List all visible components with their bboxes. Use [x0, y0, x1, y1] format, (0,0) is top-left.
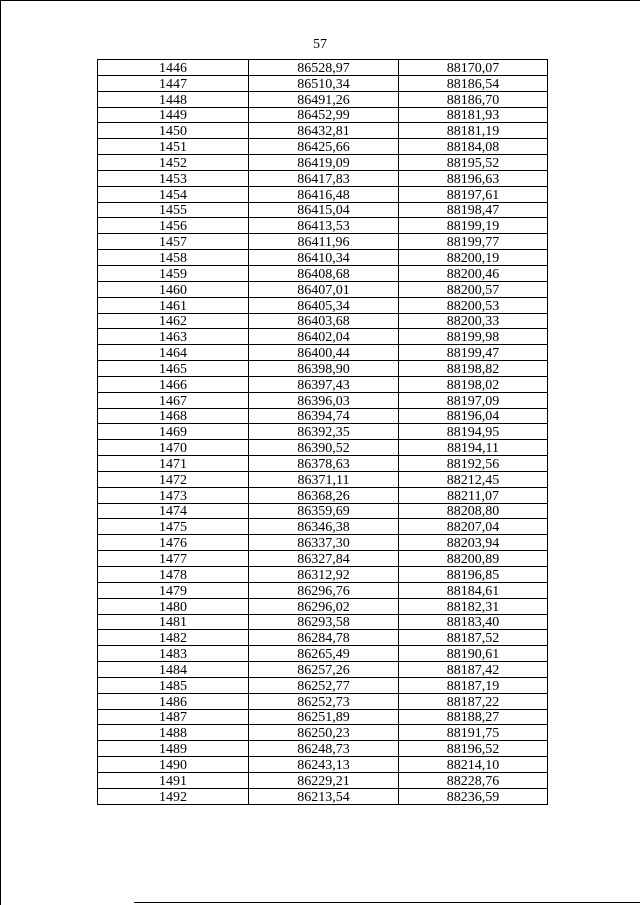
- point-number-cell: 1491: [98, 772, 249, 788]
- y-coordinate-cell: 88214,10: [399, 757, 548, 773]
- x-coordinate-cell: 86432,81: [249, 123, 399, 139]
- point-number-cell: 1465: [98, 361, 249, 377]
- point-number-cell: 1474: [98, 503, 249, 519]
- x-coordinate-cell: 86390,52: [249, 440, 399, 456]
- table-row: [98, 329, 548, 345]
- y-coordinate-cell: 88208,80: [399, 503, 548, 519]
- table-row: [98, 741, 548, 757]
- table-row: [98, 725, 548, 741]
- y-coordinate-cell: 88236,59: [399, 788, 548, 804]
- table-row: [98, 440, 548, 456]
- x-coordinate-cell: 86252,73: [249, 693, 399, 709]
- point-number-cell: 1451: [98, 139, 249, 155]
- x-coordinate-cell: 86265,49: [249, 646, 399, 662]
- x-coordinate-cell: 86425,66: [249, 139, 399, 155]
- x-coordinate-cell: 86312,92: [249, 567, 399, 583]
- page-border-bottom: [134, 902, 640, 903]
- x-coordinate-cell: 86396,03: [249, 392, 399, 408]
- page-border-top: [0, 0, 640, 1]
- point-number-cell: 1448: [98, 91, 249, 107]
- table-row: [98, 471, 548, 487]
- x-coordinate-cell: 86378,63: [249, 456, 399, 472]
- table-row: [98, 265, 548, 281]
- point-number-cell: 1450: [98, 123, 249, 139]
- x-coordinate-cell: 86248,73: [249, 741, 399, 757]
- y-coordinate-cell: 88197,61: [399, 186, 548, 202]
- table-row: [98, 281, 548, 297]
- y-coordinate-cell: 88170,07: [399, 60, 548, 76]
- x-coordinate-cell: 86398,90: [249, 361, 399, 377]
- y-coordinate-cell: 88196,63: [399, 170, 548, 186]
- x-coordinate-cell: 86243,13: [249, 757, 399, 773]
- point-number-cell: 1476: [98, 535, 249, 551]
- point-number-cell: 1490: [98, 757, 249, 773]
- x-coordinate-cell: 86296,76: [249, 582, 399, 598]
- y-coordinate-cell: 88184,61: [399, 582, 548, 598]
- table-row: [98, 582, 548, 598]
- page-number: 57: [313, 37, 327, 52]
- point-number-cell: 1477: [98, 551, 249, 567]
- x-coordinate-cell: 86368,26: [249, 487, 399, 503]
- y-coordinate-cell: 88197,09: [399, 392, 548, 408]
- y-coordinate-cell: 88200,33: [399, 313, 548, 329]
- point-number-cell: 1473: [98, 487, 249, 503]
- x-coordinate-cell: 86410,34: [249, 250, 399, 266]
- table-row: [98, 567, 548, 583]
- table-row: [98, 709, 548, 725]
- table-row: [98, 772, 548, 788]
- x-coordinate-cell: 86403,68: [249, 313, 399, 329]
- x-coordinate-cell: 86213,54: [249, 788, 399, 804]
- table-row: [98, 503, 548, 519]
- point-number-cell: 1475: [98, 519, 249, 535]
- point-number-cell: 1456: [98, 218, 249, 234]
- y-coordinate-cell: 88199,19: [399, 218, 548, 234]
- y-coordinate-cell: 88212,45: [399, 471, 548, 487]
- y-coordinate-cell: 88199,77: [399, 234, 548, 250]
- table-row: [98, 598, 548, 614]
- y-coordinate-cell: 88198,82: [399, 361, 548, 377]
- y-coordinate-cell: 88200,53: [399, 297, 548, 313]
- y-coordinate-cell: 88190,61: [399, 646, 548, 662]
- point-number-cell: 1483: [98, 646, 249, 662]
- point-number-cell: 1457: [98, 234, 249, 250]
- table-row: [98, 646, 548, 662]
- y-coordinate-cell: 88200,89: [399, 551, 548, 567]
- y-coordinate-cell: 88192,56: [399, 456, 548, 472]
- table-row: [98, 519, 548, 535]
- y-coordinate-cell: 88186,70: [399, 91, 548, 107]
- y-coordinate-cell: 88191,75: [399, 725, 548, 741]
- point-number-cell: 1461: [98, 297, 249, 313]
- page-border-left: [0, 0, 1, 905]
- x-coordinate-cell: 86405,34: [249, 297, 399, 313]
- x-coordinate-cell: 86416,48: [249, 186, 399, 202]
- point-number-cell: 1486: [98, 693, 249, 709]
- table-row: [98, 170, 548, 186]
- point-number-cell: 1484: [98, 662, 249, 678]
- x-coordinate-cell: 86417,83: [249, 170, 399, 186]
- table-row: [98, 186, 548, 202]
- y-coordinate-cell: 88181,93: [399, 107, 548, 123]
- y-coordinate-cell: 88181,19: [399, 123, 548, 139]
- x-coordinate-cell: 86392,35: [249, 424, 399, 440]
- point-number-cell: 1446: [98, 60, 249, 76]
- x-coordinate-cell: 86419,09: [249, 155, 399, 171]
- y-coordinate-cell: 88194,11: [399, 440, 548, 456]
- y-coordinate-cell: 88228,76: [399, 772, 548, 788]
- x-coordinate-cell: 86371,11: [249, 471, 399, 487]
- point-number-cell: 1492: [98, 788, 249, 804]
- table-row: [98, 662, 548, 678]
- y-coordinate-cell: 88200,46: [399, 265, 548, 281]
- table-row: [98, 757, 548, 773]
- x-coordinate-cell: 86252,77: [249, 677, 399, 693]
- y-coordinate-cell: 88207,04: [399, 519, 548, 535]
- y-coordinate-cell: 88188,27: [399, 709, 548, 725]
- x-coordinate-cell: 86284,78: [249, 630, 399, 646]
- table-row: [98, 91, 548, 107]
- y-coordinate-cell: 88184,08: [399, 139, 548, 155]
- x-coordinate-cell: 86327,84: [249, 551, 399, 567]
- point-number-cell: 1462: [98, 313, 249, 329]
- table-row: [98, 535, 548, 551]
- x-coordinate-cell: 86359,69: [249, 503, 399, 519]
- y-coordinate-cell: 88183,40: [399, 614, 548, 630]
- y-coordinate-cell: 88196,52: [399, 741, 548, 757]
- point-number-cell: 1449: [98, 107, 249, 123]
- x-coordinate-cell: 86408,68: [249, 265, 399, 281]
- table-row: [98, 313, 548, 329]
- x-coordinate-cell: 86251,89: [249, 709, 399, 725]
- table-row: [98, 139, 548, 155]
- point-number-cell: 1471: [98, 456, 249, 472]
- table-row: [98, 202, 548, 218]
- point-number-cell: 1485: [98, 677, 249, 693]
- table-row: [98, 376, 548, 392]
- point-number-cell: 1468: [98, 408, 249, 424]
- table-row: [98, 677, 548, 693]
- point-number-cell: 1470: [98, 440, 249, 456]
- table-row: [98, 614, 548, 630]
- y-coordinate-cell: 88196,04: [399, 408, 548, 424]
- y-coordinate-cell: 88199,98: [399, 329, 548, 345]
- point-number-cell: 1464: [98, 345, 249, 361]
- table-row: [98, 788, 548, 804]
- point-number-cell: 1459: [98, 265, 249, 281]
- table-row: [98, 693, 548, 709]
- point-number-cell: 1452: [98, 155, 249, 171]
- table-row: [98, 155, 548, 171]
- y-coordinate-cell: 88199,47: [399, 345, 548, 361]
- x-coordinate-cell: 86510,34: [249, 75, 399, 91]
- x-coordinate-cell: 86397,43: [249, 376, 399, 392]
- table-row: [98, 361, 548, 377]
- table-row: [98, 107, 548, 123]
- point-number-cell: 1447: [98, 75, 249, 91]
- y-coordinate-cell: 88195,52: [399, 155, 548, 171]
- table-row: [98, 75, 548, 91]
- y-coordinate-cell: 88200,19: [399, 250, 548, 266]
- point-number-cell: 1458: [98, 250, 249, 266]
- x-coordinate-cell: 86257,26: [249, 662, 399, 678]
- table-row: [98, 297, 548, 313]
- x-coordinate-cell: 86415,04: [249, 202, 399, 218]
- y-coordinate-cell: 88203,94: [399, 535, 548, 551]
- table-row: [98, 250, 548, 266]
- point-number-cell: 1455: [98, 202, 249, 218]
- x-coordinate-cell: 86229,21: [249, 772, 399, 788]
- y-coordinate-cell: 88186,54: [399, 75, 548, 91]
- point-number-cell: 1469: [98, 424, 249, 440]
- point-number-cell: 1467: [98, 392, 249, 408]
- y-coordinate-cell: 88198,02: [399, 376, 548, 392]
- table-row: [98, 123, 548, 139]
- point-number-cell: 1466: [98, 376, 249, 392]
- table-row: [98, 487, 548, 503]
- y-coordinate-cell: 88194,95: [399, 424, 548, 440]
- table-row: [98, 60, 548, 76]
- x-coordinate-cell: 86528,97: [249, 60, 399, 76]
- coordinates-table: [97, 59, 548, 805]
- point-number-cell: 1478: [98, 567, 249, 583]
- point-number-cell: 1472: [98, 471, 249, 487]
- x-coordinate-cell: 86402,04: [249, 329, 399, 345]
- point-number-cell: 1479: [98, 582, 249, 598]
- y-coordinate-cell: 88211,07: [399, 487, 548, 503]
- y-coordinate-cell: 88187,19: [399, 677, 548, 693]
- table-row: [98, 392, 548, 408]
- x-coordinate-cell: 86400,44: [249, 345, 399, 361]
- table-row: [98, 408, 548, 424]
- x-coordinate-cell: 86411,96: [249, 234, 399, 250]
- y-coordinate-cell: 88187,52: [399, 630, 548, 646]
- table-row: [98, 218, 548, 234]
- y-coordinate-cell: 88198,47: [399, 202, 548, 218]
- point-number-cell: 1463: [98, 329, 249, 345]
- x-coordinate-cell: 86452,99: [249, 107, 399, 123]
- point-number-cell: 1481: [98, 614, 249, 630]
- point-number-cell: 1454: [98, 186, 249, 202]
- x-coordinate-cell: 86407,01: [249, 281, 399, 297]
- y-coordinate-cell: 88182,31: [399, 598, 548, 614]
- y-coordinate-cell: 88187,22: [399, 693, 548, 709]
- table-row: [98, 424, 548, 440]
- point-number-cell: 1489: [98, 741, 249, 757]
- point-number-cell: 1482: [98, 630, 249, 646]
- table-row: [98, 551, 548, 567]
- coordinates-table-body: [98, 60, 548, 805]
- point-number-cell: 1487: [98, 709, 249, 725]
- point-number-cell: 1488: [98, 725, 249, 741]
- table-row: [98, 630, 548, 646]
- x-coordinate-cell: 86491,26: [249, 91, 399, 107]
- x-coordinate-cell: 86296,02: [249, 598, 399, 614]
- x-coordinate-cell: 86293,58: [249, 614, 399, 630]
- table-row: [98, 456, 548, 472]
- x-coordinate-cell: 86413,53: [249, 218, 399, 234]
- point-number-cell: 1480: [98, 598, 249, 614]
- table-row: [98, 234, 548, 250]
- point-number-cell: 1460: [98, 281, 249, 297]
- x-coordinate-cell: 86337,30: [249, 535, 399, 551]
- x-coordinate-cell: 86394,74: [249, 408, 399, 424]
- y-coordinate-cell: 88200,57: [399, 281, 548, 297]
- y-coordinate-cell: 88196,85: [399, 567, 548, 583]
- point-number-cell: 1453: [98, 170, 249, 186]
- x-coordinate-cell: 86250,23: [249, 725, 399, 741]
- y-coordinate-cell: 88187,42: [399, 662, 548, 678]
- table-row: [98, 345, 548, 361]
- x-coordinate-cell: 86346,38: [249, 519, 399, 535]
